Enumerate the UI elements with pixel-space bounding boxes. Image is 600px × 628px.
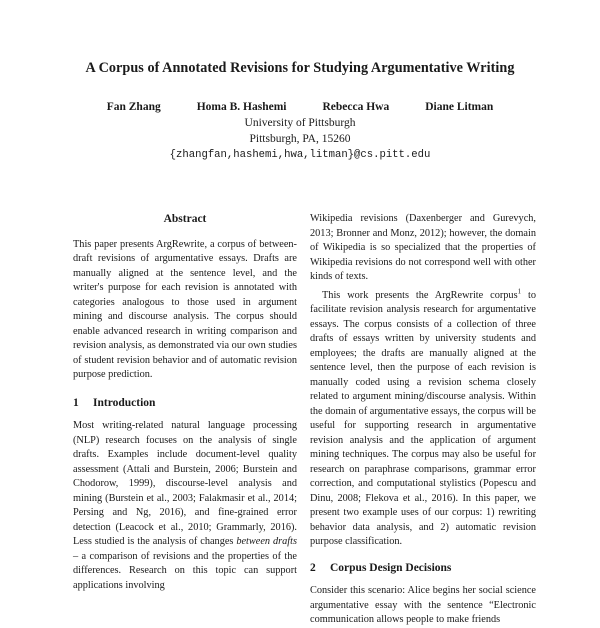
- footnote-marker: 1: [517, 287, 522, 296]
- section-title: Introduction: [93, 396, 156, 409]
- section-number: 1: [73, 396, 79, 409]
- left-column: [73, 212, 297, 593]
- author-name: Homa B. Hashemi: [196, 101, 287, 113]
- section-heading-design: [310, 561, 536, 576]
- section-number: 2: [310, 561, 316, 574]
- corpus-text-part: to facilitate revision analysis research for argumentative essays. The corpus consists of a collection of three drafts of essays written by university students and employees; the drafts are manually aligned at the sentence level, then the purpose of each revision is manually coded using a revision schema closely related to argument mining/discourse analysis. Within the domain of argumentative essays, the corpus will be useful for supporting research in argumentative revision analysis and the application of argument mining techniques. The corpus may also be useful for research on paraphrase comparisons, grammar error correction, and computational stylistics (Popescu and Dinu, 2008; Flekova et al., 2016). In this paper, we present two example uses of our corpus: 1) rewriting behavior data analysis, and 2) automatic revision purpose classification.: [310, 289, 537, 547]
- design-paragraph: Consider this scenario: Alice begins her social science argumentative essay with the sentence “Electronic communication allows people to make friends: [310, 585, 536, 625]
- affiliation-university: University of Pittsburgh: [244, 117, 356, 129]
- right-column: [310, 212, 536, 628]
- author-name: Fan Zhang: [106, 101, 161, 113]
- section-title: Corpus Design Decisions: [330, 561, 452, 574]
- section-heading-introduction: [73, 396, 297, 411]
- intro-text-part: – a comparison of revisions and the properties of the differences. Research on this topic can support applications involving: [73, 550, 297, 591]
- introduction-paragraph: [73, 419, 297, 593]
- corpus-text-part: This work presents the ArgRewrite corpus: [322, 289, 518, 301]
- affiliation-address: Pittsburgh, PA, 15260: [249, 133, 351, 145]
- intro-emphasis: between drafts: [236, 536, 298, 547]
- intro-text-part: Most writing-related natural language processing (NLP) research focuses on the analysis of single drafts. Examples include document-level quality assessment (Attali and Burstein, 2006; Burstein and Chodorow, 1999), discourse-level analysis and mining (Burstein et al., 2003; Falakmasir et al., 2014; Persing and Ng, 2016), and fine-grained error detection (Leacock et al., 2010; Grammarly, 2016). Less studied is the analysis of changes: [73, 420, 297, 547]
- author-name: Rebecca Hwa: [322, 101, 390, 113]
- abstract-heading: Abstract: [163, 213, 207, 225]
- abstract-text: This paper presents ArgRewrite, a corpus of between-draft revisions of argumentative essays. Drafts are manually aligned at the sentence level, and the writer's purpose for each revision is annotated with categories analogous to those used in argument mining and discourse analysis. The corpus should enable advanced research in writing comparison and revision analysis, as demonstrated via our own studies of student revision behavior and of automatic revision purpose prediction.: [73, 238, 297, 380]
- corpus-paragraph: [310, 289, 536, 550]
- author-name: Diane Litman: [425, 101, 494, 113]
- paper-title: A Corpus of Annotated Revisions for Studying Argumentative Writing: [85, 60, 515, 76]
- author-list: [0, 101, 600, 113]
- author-emails: {zhangfan,hashemi,hwa,litman}@cs.pitt.edu: [169, 149, 431, 161]
- continued-paragraph: Wikipedia revisions (Daxenberger and Gurevych, 2013; Bronner and Monz, 2012); however, the domain of Wikipedia is so specialized that the properties of Wikipedia revisions do not correspond well with other kinds of texts.: [310, 213, 536, 282]
